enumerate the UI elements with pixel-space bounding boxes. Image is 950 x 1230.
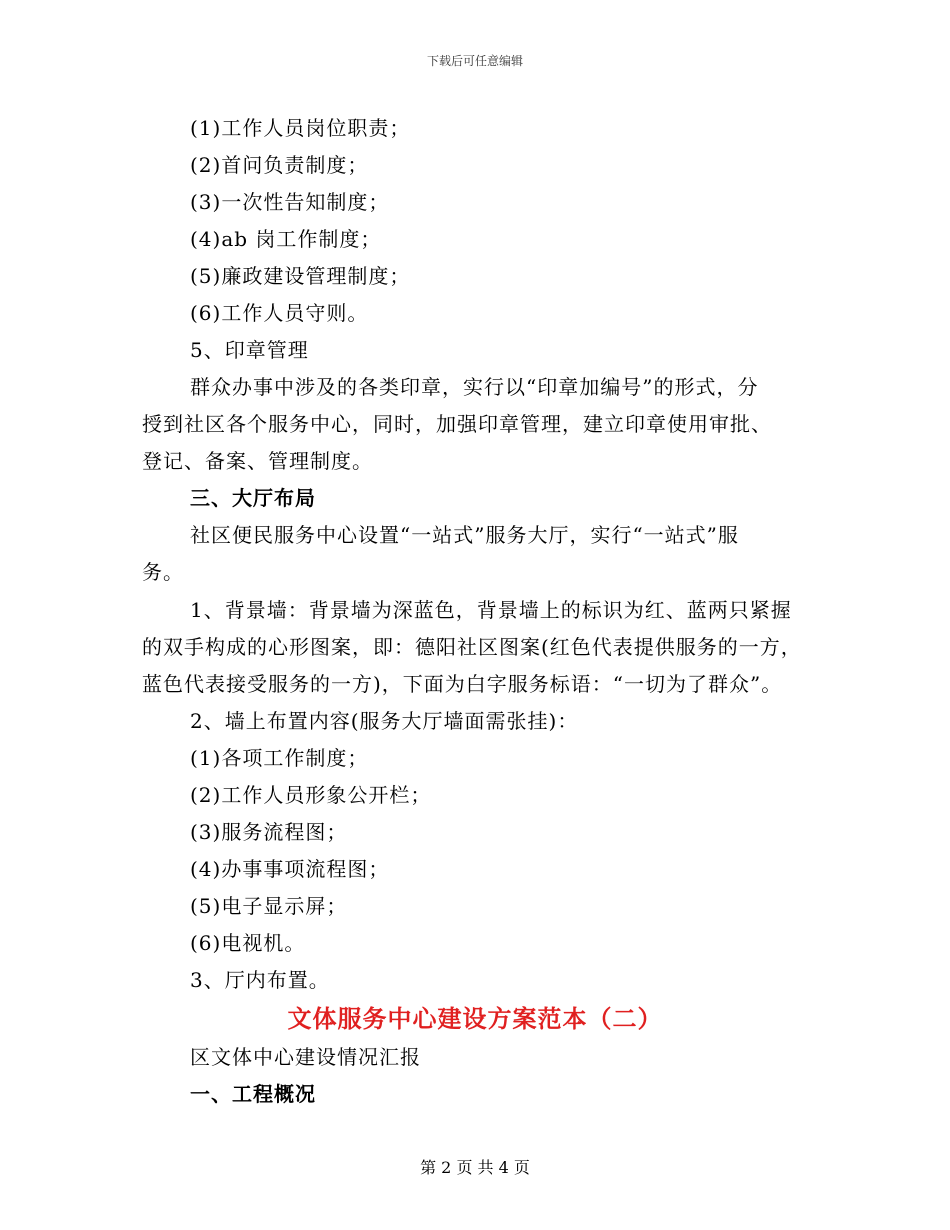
paragraph-line: 务。 [142, 560, 184, 584]
paragraph-line: 社区便民服务中心设置“一站式”服务大厅，实行“一站式”服 [190, 523, 739, 547]
list-item: (6)工作人员守则。 [190, 301, 369, 325]
list-item: (3)服务流程图； [190, 820, 348, 844]
list-item: (5)电子显示屏； [190, 894, 348, 918]
paragraph-line: 蓝色代表接受服务的一方)，下面为白字服务标语：“一切为了群众”。 [142, 672, 783, 696]
paragraph-line: 的双手构成的心形图案，即：德阳社区图案(红色代表提供服务的一方， [142, 635, 802, 659]
paragraph-line: 登记、备案、管理制度。 [142, 449, 373, 473]
paragraph-line: 1、背景墙：背景墙为深蓝色，背景墙上的标识为红、蓝两只紧握 [190, 598, 792, 622]
list-item: (4)ab 岗工作制度； [190, 227, 382, 251]
paragraph-line: 3、厅内布置。 [190, 968, 330, 992]
page-footer: 第 2 页 共 4 页 [420, 1158, 530, 1177]
list-item: (4)办事事项流程图； [190, 857, 390, 881]
section-heading: 一、工程概况 [190, 1082, 316, 1106]
list-item: (6)电视机。 [190, 931, 306, 955]
list-item: (2)工作人员形象公开栏； [190, 783, 432, 807]
list-item: (3)一次性告知制度； [190, 190, 390, 214]
paragraph-line: 群众办事中涉及的各类印章，实行以“印章加编号”的形式，分 [190, 375, 759, 399]
section-title: 文体服务中心建设方案范本（二） [287, 1004, 663, 1033]
paragraph-line: 2、墙上布置内容(服务大厅墙面需张挂)： [190, 709, 579, 733]
subheading: 5、印章管理 [190, 338, 309, 362]
list-item: (1)工作人员岗位职责； [190, 116, 411, 140]
list-item: (2)首问负责制度； [190, 153, 369, 177]
paragraph-line: 授到社区各个服务中心，同时，加强印章管理，建立印章使用审批、 [142, 412, 772, 436]
list-item: (1)各项工作制度； [190, 746, 369, 770]
page-header: 下载后可任意编辑 [426, 54, 523, 68]
section-heading: 三、大厅布局 [190, 486, 316, 510]
paragraph-line: 区文体中心建设情况汇报 [190, 1045, 421, 1069]
list-item: (5)廉政建设管理制度； [190, 264, 411, 288]
